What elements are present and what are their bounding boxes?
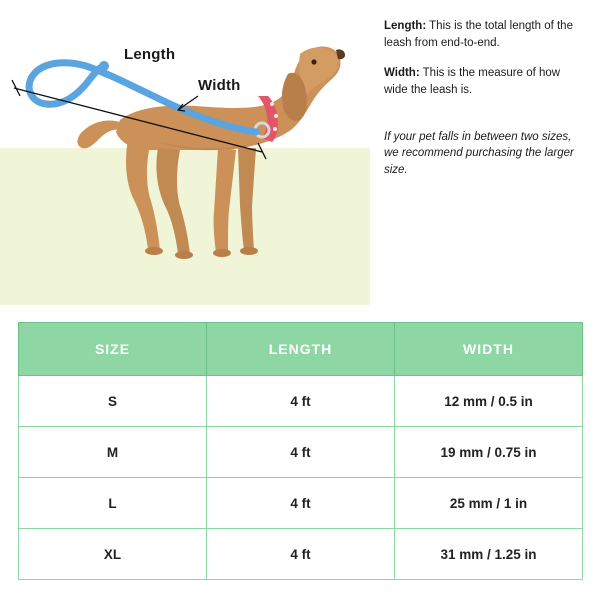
illustration-panel (0, 0, 370, 305)
cell-width: 12 mm / 0.5 in (395, 376, 583, 427)
width-note (384, 65, 578, 98)
cell-length: 4 ft (207, 478, 395, 529)
cell-width: 25 mm / 1 in (395, 478, 583, 529)
dog-illustration (0, 0, 370, 305)
width-label: Width (198, 77, 241, 94)
cell-size: M (19, 427, 207, 478)
cell-size: S (19, 376, 207, 427)
length-note-text: This is the total length of the leash from end-to-end. (384, 20, 573, 49)
size-table (18, 322, 583, 580)
header-size: SIZE (19, 323, 207, 376)
width-note-text: This is the measure of how wide the leash is. (384, 67, 561, 97)
length-note-title: Length: (384, 20, 427, 32)
length-label: Length (124, 46, 176, 63)
header-length: LENGTH (207, 323, 395, 376)
cell-length: 4 ft (207, 529, 395, 580)
length-note (384, 18, 578, 51)
leash-loop-end (99, 61, 109, 71)
width-note-title: Width: (384, 67, 420, 80)
sizing-tip: If your pet falls in between two sizes, we recommend purchasing the larger size. (384, 130, 574, 177)
table-row (19, 478, 583, 529)
cell-length: 4 ft (207, 376, 395, 427)
cell-length: 4 ft (207, 427, 395, 478)
cell-size: XL (19, 529, 207, 580)
cell-width: 19 mm / 0.75 in (395, 427, 583, 478)
table-row (19, 427, 583, 478)
table-row (19, 529, 583, 580)
cell-width: 31 mm / 1.25 in (395, 529, 583, 580)
table-row (19, 376, 583, 427)
notes-panel (370, 0, 600, 305)
cell-size: L (19, 478, 207, 529)
size-table-wrapper (18, 322, 582, 580)
table-header-row (19, 323, 583, 376)
header-width: WIDTH (395, 323, 583, 376)
